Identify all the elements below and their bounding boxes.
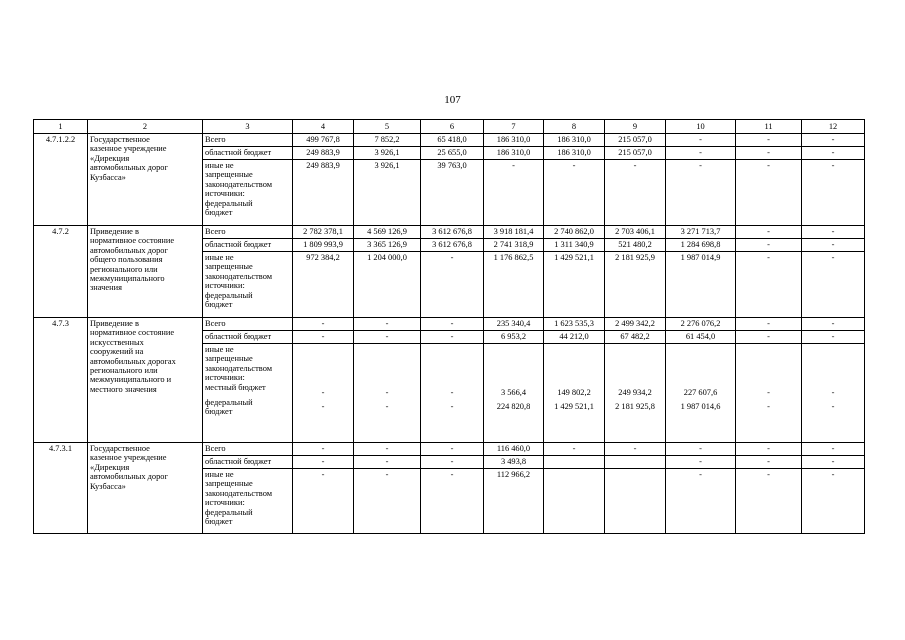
value-cell: - bbox=[736, 456, 802, 469]
value-cell bbox=[605, 344, 666, 443]
source-label-line: бюджет bbox=[205, 300, 233, 310]
value-cell: - bbox=[544, 443, 605, 456]
item-name-line: значения bbox=[90, 283, 122, 293]
value-cell: - bbox=[605, 443, 666, 456]
item-name bbox=[88, 318, 203, 443]
value-cell: - bbox=[421, 318, 484, 331]
source-label-line: иные не bbox=[205, 253, 234, 262]
value-cell: 186 310,0 bbox=[484, 134, 544, 147]
value-federal: - bbox=[831, 402, 835, 412]
value-local: 249 934,2 bbox=[618, 388, 652, 397]
value-cell: 2 703 406,1 bbox=[605, 226, 666, 239]
value-cell: 1 204 000,0 bbox=[354, 252, 421, 318]
item-name-line: Кузбасса» bbox=[90, 172, 126, 182]
source-label-line: запрещенные bbox=[205, 354, 253, 364]
value-local: - bbox=[321, 388, 325, 397]
item-code: 4.7.3 bbox=[34, 318, 88, 443]
value-cell: 3 918 181,4 bbox=[484, 226, 544, 239]
item-name-line: Кузбасса» bbox=[90, 481, 126, 491]
value-cell: 186 310,0 bbox=[544, 134, 605, 147]
value-cell: - bbox=[736, 469, 802, 534]
value-local: - bbox=[450, 388, 454, 397]
source-label-line: федеральный bbox=[205, 290, 253, 300]
value-cell bbox=[666, 344, 736, 443]
table-row bbox=[34, 226, 865, 239]
value-cell: 2 499 342,2 bbox=[605, 318, 666, 331]
value-cell: 1 284 698,8 bbox=[666, 239, 736, 252]
value-federal: 224 820,8 bbox=[496, 402, 531, 412]
value-cell: 3 493,8 bbox=[484, 456, 544, 469]
source-label-line: иные не bbox=[205, 161, 234, 170]
page-number: 107 bbox=[444, 94, 461, 106]
value-cell: 3 612 676,8 bbox=[421, 226, 484, 239]
value-cell: 215 057,0 bbox=[605, 134, 666, 147]
value-cell: - bbox=[421, 469, 484, 534]
source-label: областной бюджет bbox=[203, 331, 293, 344]
value-cell: - bbox=[666, 443, 736, 456]
value-cell: 3 365 126,9 bbox=[354, 239, 421, 252]
value-cell: - bbox=[293, 318, 354, 331]
item-name-line: Приведение в bbox=[90, 227, 139, 236]
source-label bbox=[203, 252, 293, 318]
item-name bbox=[88, 226, 203, 318]
value-cell: - bbox=[666, 456, 736, 469]
source-label-line: иные не bbox=[205, 345, 234, 354]
item-name-line: автомобильных дорог bbox=[90, 163, 168, 173]
value-cell: - bbox=[736, 134, 802, 147]
value-cell bbox=[544, 344, 605, 443]
item-name-line: «Дирекция bbox=[90, 153, 130, 163]
value-cell: - bbox=[736, 443, 802, 456]
source-label-line: законодательством bbox=[205, 271, 273, 281]
column-header: 2 bbox=[88, 120, 203, 134]
source-label-line: запрещенные bbox=[205, 262, 253, 272]
column-header: 11 bbox=[736, 120, 802, 134]
column-header: 6 bbox=[421, 120, 484, 134]
value-cell: 2 782 378,1 bbox=[293, 226, 354, 239]
value-cell: - bbox=[666, 469, 736, 534]
item-code: 4.7.1.2.2 bbox=[34, 134, 88, 226]
item-name-line: межмуниципального bbox=[90, 274, 165, 284]
item-name-line: автомобильных дорогах bbox=[90, 356, 176, 366]
value-local: - bbox=[831, 388, 835, 397]
budget-table bbox=[33, 119, 865, 534]
column-header: 12 bbox=[802, 120, 865, 134]
value-cell: 972 384,2 bbox=[293, 252, 354, 318]
item-name-line: нормативное состояние bbox=[90, 328, 175, 338]
value-cell: - bbox=[666, 160, 736, 226]
value-cell bbox=[354, 344, 421, 443]
source-label-line: местный бюджет bbox=[205, 382, 266, 392]
value-cell: - bbox=[354, 318, 421, 331]
column-header: 10 bbox=[666, 120, 736, 134]
value-cell: 25 655,0 bbox=[421, 147, 484, 160]
source-label-line: законодательством bbox=[205, 363, 273, 373]
source-label-line: законодательством bbox=[205, 179, 273, 189]
source-label-line: источники: bbox=[205, 373, 245, 383]
source-label: Всего bbox=[203, 318, 293, 331]
value-cell: - bbox=[802, 239, 865, 252]
value-cell: 3 926,1 bbox=[354, 160, 421, 226]
value-cell: - bbox=[736, 147, 802, 160]
value-cell: 499 767,8 bbox=[293, 134, 354, 147]
value-cell: 7 852,2 bbox=[354, 134, 421, 147]
value-cell bbox=[736, 344, 802, 443]
column-header: 4 bbox=[293, 120, 354, 134]
source-label-line: источники: bbox=[205, 189, 245, 199]
value-cell: 4 569 126,9 bbox=[354, 226, 421, 239]
value-cell: 521 480,2 bbox=[605, 239, 666, 252]
value-federal: - bbox=[385, 402, 389, 412]
value-cell bbox=[293, 344, 354, 443]
value-cell: 44 212,0 bbox=[544, 331, 605, 344]
source-label-line: федеральный bbox=[205, 398, 253, 408]
source-label-line: бюджет bbox=[205, 407, 233, 417]
source-label: областной бюджет bbox=[203, 147, 293, 160]
value-cell: - bbox=[666, 134, 736, 147]
value-cell: - bbox=[802, 147, 865, 160]
item-name-line: регионального или bbox=[90, 366, 158, 376]
source-label: Всего bbox=[203, 443, 293, 456]
value-cell: - bbox=[802, 134, 865, 147]
value-cell: 186 310,0 bbox=[544, 147, 605, 160]
value-cell: 61 454,0 bbox=[666, 331, 736, 344]
value-cell: - bbox=[354, 443, 421, 456]
table-row bbox=[34, 318, 865, 331]
item-name-line: «Дирекция bbox=[90, 462, 130, 472]
source-label bbox=[203, 469, 293, 534]
item-code: 4.7.2 bbox=[34, 226, 88, 318]
item-name-line: регионального или bbox=[90, 264, 158, 274]
source-label-line: федеральный bbox=[205, 198, 253, 208]
value-cell: - bbox=[802, 226, 865, 239]
value-federal: - bbox=[321, 402, 325, 412]
value-cell: - bbox=[293, 443, 354, 456]
value-federal: - bbox=[767, 402, 770, 412]
value-cell: - bbox=[736, 226, 802, 239]
value-cell: 1 311 340,9 bbox=[544, 239, 605, 252]
value-federal: 2 181 925,8 bbox=[615, 402, 655, 412]
value-cell: - bbox=[293, 331, 354, 344]
value-local: - bbox=[385, 388, 389, 397]
value-cell: - bbox=[802, 443, 865, 456]
value-cell bbox=[605, 456, 666, 469]
value-cell bbox=[605, 469, 666, 534]
source-label: Всего bbox=[203, 226, 293, 239]
item-name bbox=[88, 134, 203, 226]
value-cell: - bbox=[802, 469, 865, 534]
value-cell: - bbox=[421, 331, 484, 344]
value-cell: - bbox=[802, 331, 865, 344]
value-cell: 3 926,1 bbox=[354, 147, 421, 160]
value-cell: 1 176 862,5 bbox=[484, 252, 544, 318]
source-label bbox=[203, 160, 293, 226]
item-name-line: межмуниципального и bbox=[90, 375, 172, 385]
value-cell: 249 883,9 bbox=[293, 147, 354, 160]
value-cell: 3 612 676,8 bbox=[421, 239, 484, 252]
item-name-line: нормативное состояние bbox=[90, 236, 175, 246]
item-name-line: общего пользования bbox=[90, 255, 163, 265]
value-cell: - bbox=[736, 160, 802, 226]
value-cell: 2 181 925,9 bbox=[605, 252, 666, 318]
item-name-line: Приведение в bbox=[90, 319, 139, 328]
value-cell: 3 271 713,7 bbox=[666, 226, 736, 239]
value-cell bbox=[544, 469, 605, 534]
source-label-line: законодательством bbox=[205, 488, 273, 498]
value-local: 227 607,6 bbox=[683, 388, 718, 397]
value-cell: 116 460,0 bbox=[484, 443, 544, 456]
source-label-line: иные не bbox=[205, 470, 234, 479]
value-cell: - bbox=[354, 469, 421, 534]
value-cell: - bbox=[354, 456, 421, 469]
value-cell: - bbox=[354, 331, 421, 344]
value-cell: - bbox=[484, 160, 544, 226]
value-cell: - bbox=[736, 318, 802, 331]
value-cell: - bbox=[736, 239, 802, 252]
column-header: 5 bbox=[354, 120, 421, 134]
source-label-line: источники: bbox=[205, 498, 245, 508]
value-local: 149 802,2 bbox=[557, 388, 591, 397]
value-cell: 2 741 318,9 bbox=[484, 239, 544, 252]
header-row bbox=[34, 120, 865, 134]
value-cell: - bbox=[544, 160, 605, 226]
source-label-line: бюджет bbox=[205, 517, 233, 527]
value-cell: 235 340,4 bbox=[484, 318, 544, 331]
value-cell: - bbox=[736, 252, 802, 318]
source-label-line: запрещенные bbox=[205, 479, 253, 489]
value-cell: - bbox=[666, 147, 736, 160]
value-cell bbox=[421, 344, 484, 443]
value-local: 3 566,4 bbox=[500, 388, 527, 397]
column-header: 1 bbox=[34, 120, 88, 134]
value-cell bbox=[802, 344, 865, 443]
value-cell: 112 966,2 bbox=[484, 469, 544, 534]
source-label-line: федеральный bbox=[205, 507, 253, 517]
value-cell: 65 418,0 bbox=[421, 134, 484, 147]
value-cell: 6 953,2 bbox=[484, 331, 544, 344]
value-cell: - bbox=[605, 160, 666, 226]
value-cell: 186 310,0 bbox=[484, 147, 544, 160]
source-label: областной бюджет bbox=[203, 456, 293, 469]
value-cell: 1 809 993,9 bbox=[293, 239, 354, 252]
value-local: - bbox=[767, 388, 770, 397]
table-row bbox=[34, 443, 865, 456]
source-label: Всего bbox=[203, 134, 293, 147]
value-cell: - bbox=[802, 318, 865, 331]
value-federal: - bbox=[450, 402, 454, 412]
column-header: 9 bbox=[605, 120, 666, 134]
item-code: 4.7.3.1 bbox=[34, 443, 88, 534]
value-cell: - bbox=[421, 443, 484, 456]
value-cell: 1 623 535,3 bbox=[544, 318, 605, 331]
item-name-line: сооружений на bbox=[90, 347, 144, 357]
item-name-line: Государственное bbox=[90, 444, 150, 453]
value-cell: - bbox=[293, 456, 354, 469]
source-label-line: бюджет bbox=[205, 208, 233, 218]
item-name-line: автомобильных дорог bbox=[90, 472, 168, 482]
column-header: 7 bbox=[484, 120, 544, 134]
value-cell: 1 429 521,1 bbox=[544, 252, 605, 318]
item-name-line: казенное учреждение bbox=[90, 144, 167, 154]
value-cell: 215 057,0 bbox=[605, 147, 666, 160]
table-row bbox=[34, 134, 865, 147]
item-name-line: Государственное bbox=[90, 135, 150, 144]
column-header: 8 bbox=[544, 120, 605, 134]
value-cell: 39 763,0 bbox=[421, 160, 484, 226]
item-name-line: местного значения bbox=[90, 384, 157, 394]
value-cell bbox=[484, 344, 544, 443]
value-federal: 1 429 521,1 bbox=[554, 402, 594, 412]
value-cell: 1 987 014,9 bbox=[666, 252, 736, 318]
value-cell: - bbox=[421, 252, 484, 318]
value-cell: - bbox=[802, 456, 865, 469]
value-cell: - bbox=[802, 252, 865, 318]
value-cell bbox=[544, 456, 605, 469]
value-cell: - bbox=[802, 160, 865, 226]
item-name bbox=[88, 443, 203, 534]
source-label: областной бюджет bbox=[203, 239, 293, 252]
item-name-line: автомобильных дорог bbox=[90, 245, 168, 255]
item-name-line: казенное учреждение bbox=[90, 453, 167, 463]
value-cell: - bbox=[421, 456, 484, 469]
item-name-line: искусственных bbox=[90, 337, 144, 347]
value-cell: 2 276 076,2 bbox=[666, 318, 736, 331]
value-cell: 249 883,9 bbox=[293, 160, 354, 226]
source-label-line: источники: bbox=[205, 281, 245, 291]
value-federal: 1 987 014,6 bbox=[680, 402, 721, 412]
source-label-line: запрещенные bbox=[205, 170, 253, 180]
value-cell: 67 482,2 bbox=[605, 331, 666, 344]
column-header: 3 bbox=[203, 120, 293, 134]
value-cell: - bbox=[293, 469, 354, 534]
value-cell: 2 740 862,0 bbox=[544, 226, 605, 239]
value-cell: - bbox=[736, 331, 802, 344]
source-label bbox=[203, 344, 293, 443]
